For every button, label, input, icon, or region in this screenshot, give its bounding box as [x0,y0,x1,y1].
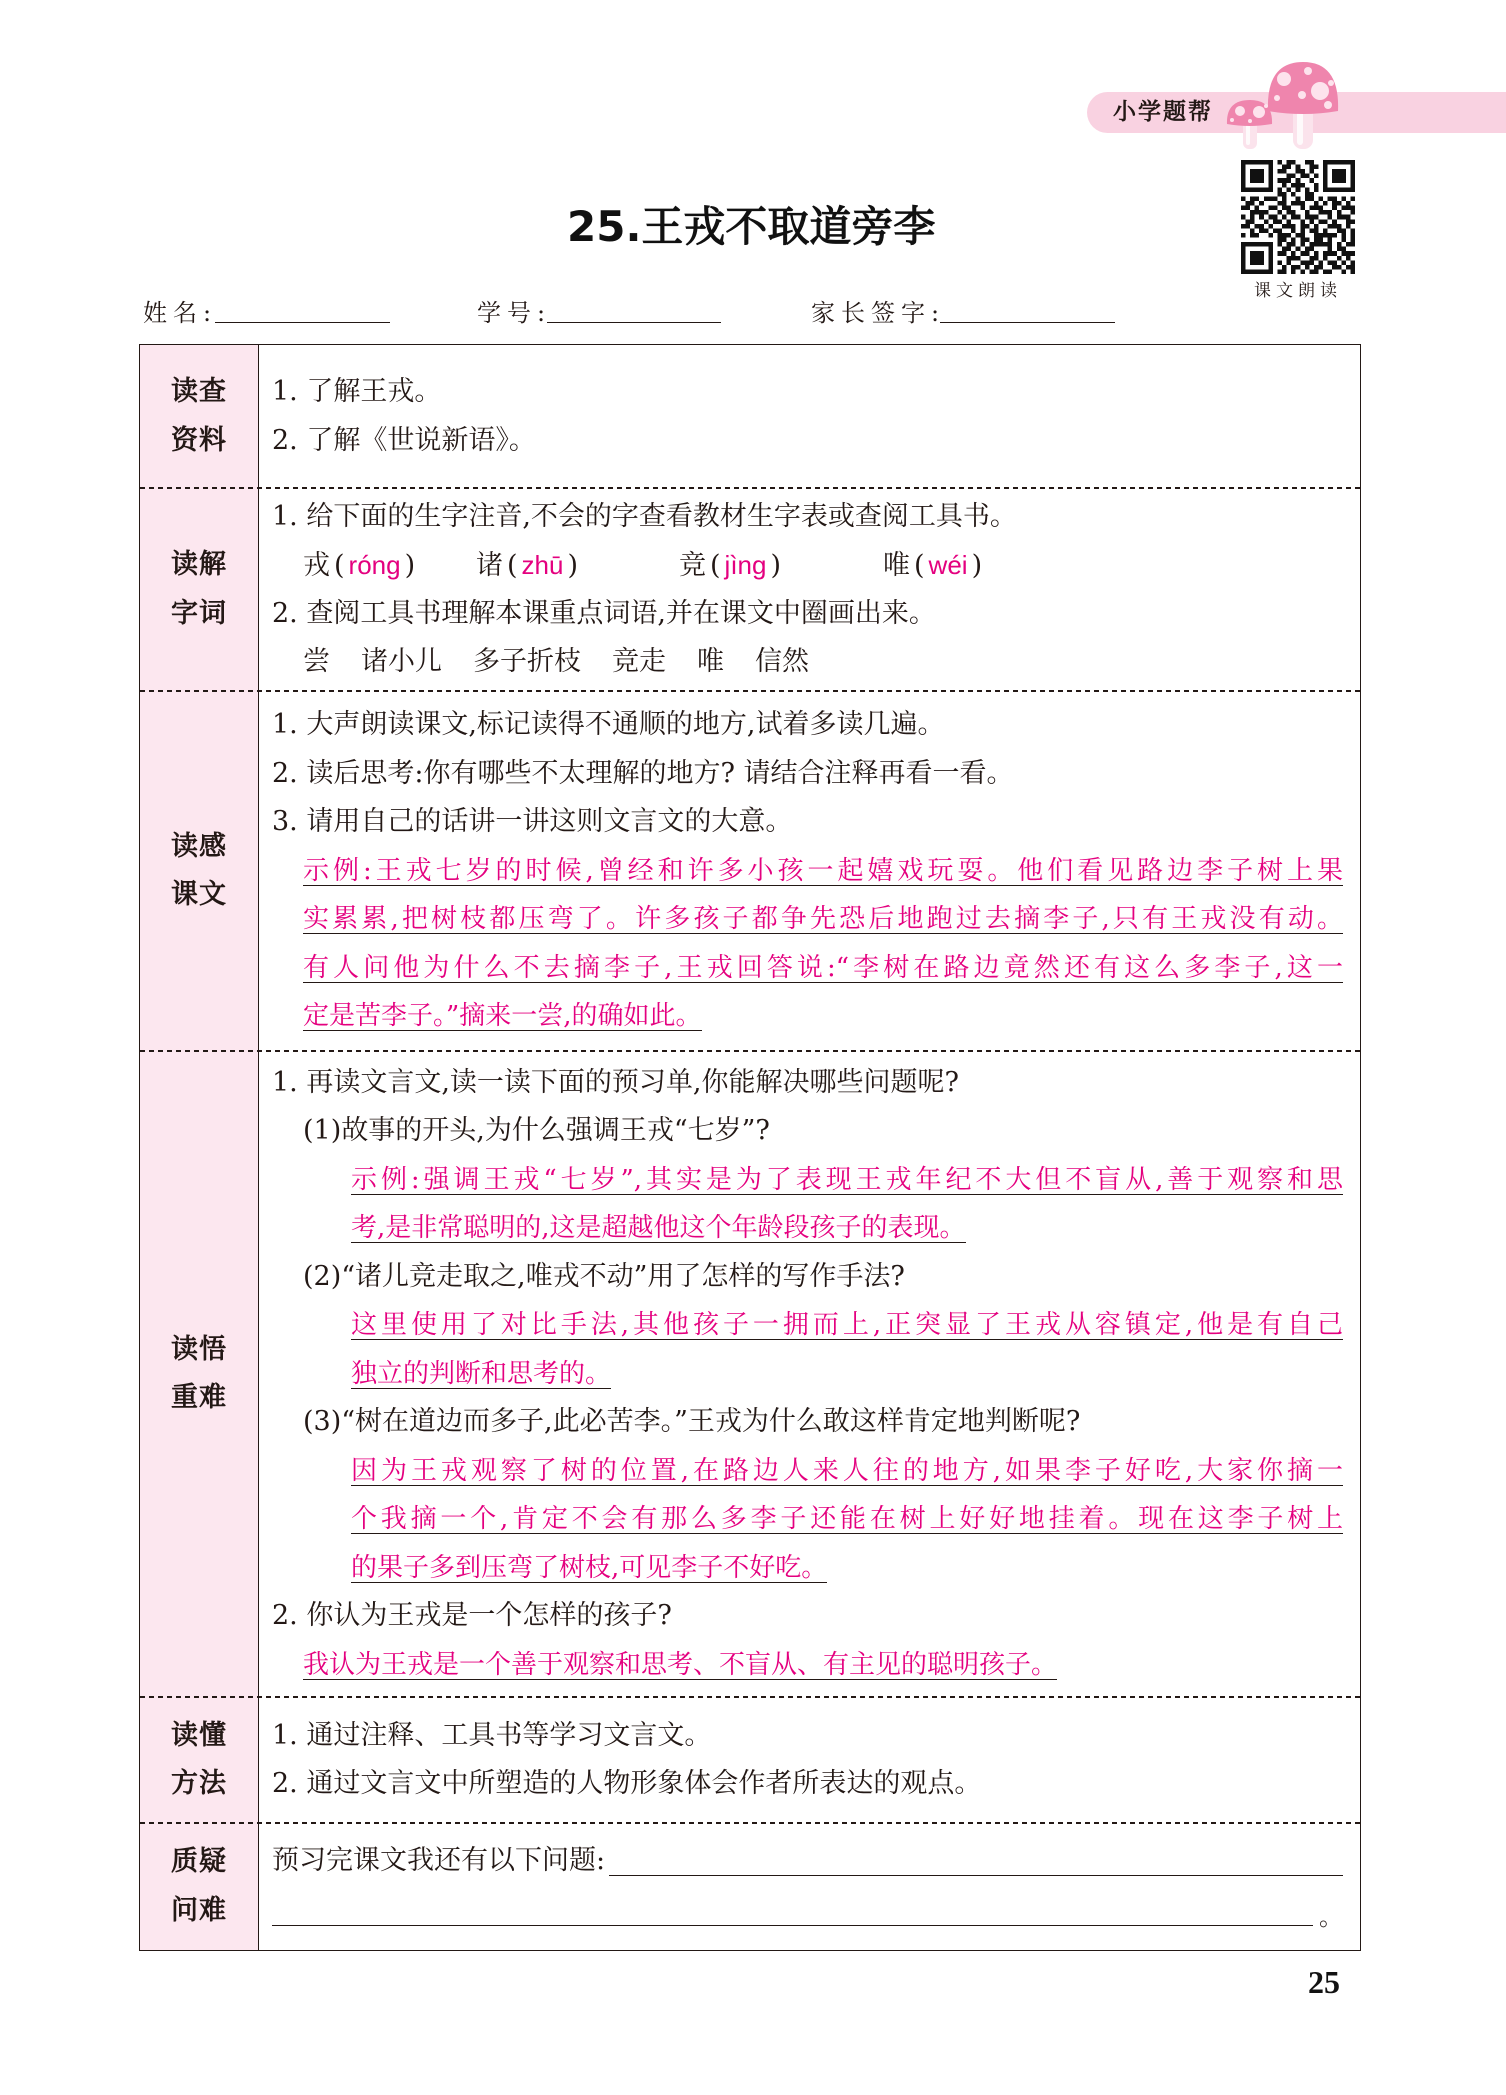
answer-line [272,1641,1343,1690]
section-read-words [140,488,1360,691]
pinyin-row [272,541,1343,590]
section-label-top: 读懂 [171,1719,227,1751]
section-label-top: 读感 [171,830,227,862]
answer-text: 我认为王戎是一个善于观察和思考、不盲从、有主见的聪明孩子。 [303,1649,1058,1680]
section-content [259,1697,1360,1823]
key-word: 竞走 [612,646,666,677]
answer-text: 这里使用了对比手法,其他孩子一拥而上,正突显了王戎从容镇定,他是有自己 [351,1310,1343,1340]
answer-line [272,944,1343,993]
section-content [259,345,1360,488]
question-blank-line [272,1887,1343,1937]
section-read-text [140,691,1360,1051]
answer-text: 独立的判断和思考的。 [351,1358,612,1389]
key-word: 唯 [697,646,724,677]
end-mark: 。 [1319,1902,1343,1931]
section-read-research [140,345,1360,488]
answer-text: 因为王戎观察了树的位置,在路边人来人往的地方,如果李子好吃,大家你摘一 [351,1455,1343,1486]
sub-question: (1)故事的开头,为什么强调王戎“七岁”? [303,1115,770,1147]
sub-question: (3)“树在道边而多子,此必苦李。”王戎为什么敢这样肯定地判断呢? [303,1406,1081,1438]
hanzi: 唯 [883,550,910,581]
section-label-bottom: 课文 [171,879,227,910]
section-label [140,488,259,691]
task-item: 2. 通过文言文中所塑造的人物形象体会作者所表达的观点。 [272,1768,982,1799]
answer-line [272,1447,1343,1496]
pinyin-answer: wéi [928,550,968,580]
paren-close: ) [971,550,983,581]
paren-open: ( [334,550,345,581]
answer-text: 考,是非常聪明的,这是超越他这个年龄段孩子的表现。 [351,1213,966,1243]
task-item: 1. 大声朗读课文,标记读得不通顺的地方,试着多读几遍。 [272,709,945,741]
preview-worksheet-table [139,344,1361,1951]
section-label [140,1697,259,1823]
section-label-bottom: 问难 [171,1894,227,1926]
student-number-blank [547,322,721,323]
question-prompt-line [272,1837,1343,1887]
name-label: 姓名: [143,299,218,327]
pinyin-item [883,541,986,591]
pinyin-answer: zhū [521,550,564,580]
section-label [140,1823,259,1950]
pinyin-item [679,541,785,591]
answer-line [272,895,1343,944]
pinyin-answer: jìng [724,550,767,580]
task-item: 2. 你认为王戎是一个怎样的孩子? [272,1600,672,1632]
mushroom-icon [1220,55,1345,150]
answer-text: 个我摘一个,肯定不会有那么多李子还能在树上好好地挂着。现在这李子树上 [351,1504,1343,1534]
section-label [140,1051,259,1697]
section-content [259,1823,1360,1950]
answer-text: 有人问他为什么不去摘李子,王戎回答说:“李树在路边竟然还有这么多李子,这一 [303,952,1343,983]
key-word: 尝 [303,646,330,677]
section-read-methods [140,1697,1360,1823]
paren-open: ( [710,550,721,581]
section-label [140,345,259,488]
answer-text: 定是苦李子。”摘来一尝,的确如此。 [303,1001,702,1031]
section-content [259,488,1360,691]
page-number: 25 [1308,1964,1340,2000]
answer-line [272,1204,1343,1253]
parent-signature-blank [940,322,1115,323]
task-item: 3. 请用自己的话讲一讲这则文言文的大意。 [272,806,793,838]
question-blank [272,1897,1313,1926]
paren-open: ( [507,550,518,581]
section-label-bottom: 字词 [171,597,227,629]
key-word: 信然 [755,646,809,677]
task-item: 1. 再读文言文,读一读下面的预习单,你能解决哪些问题呢? [272,1066,959,1098]
answer-text: 的果子多到压弯了树枝,可见李子不好吃。 [351,1552,828,1583]
paren-open: ( [914,550,925,581]
section-read-key-points [140,1051,1360,1697]
task-item: 2. 查阅工具书理解本课重点词语,并在课文中圈画出来。 [272,597,936,629]
section-label-bottom: 重难 [171,1382,227,1413]
page-title: 25.王戎不取道旁李 [567,202,936,251]
answer-line [272,847,1343,896]
section-label-top: 读解 [171,549,227,580]
paren-close: ) [404,550,416,581]
answer-line [272,1350,1343,1399]
answer-line [272,992,1343,1041]
task-item: 1. 通过注释、工具书等学习文言文。 [272,1719,712,1751]
section-label [140,691,259,1051]
section-label-top: 读查 [171,376,227,407]
paren-close: ) [567,550,579,581]
answer-line [272,1495,1343,1544]
key-word: 多子折枝 [473,646,581,677]
task-item: 1. 了解王戎。 [272,376,442,407]
pinyin-answer: róng [348,550,401,580]
section-label-bottom: 方法 [171,1768,227,1799]
section-questions [140,1823,1360,1950]
answer-line [272,1544,1343,1593]
section-label-top: 质疑 [171,1846,227,1877]
qr-caption: 课文朗读 [1254,281,1342,301]
pinyin-item [303,541,419,591]
parent-signature-label: 家长签字: [811,299,946,327]
key-word: 诸小儿 [361,646,442,677]
section-content [259,691,1360,1051]
qr-code [1241,160,1355,274]
paren-close: ) [770,550,782,581]
answer-line [272,1301,1343,1350]
question-blank [609,1847,1343,1876]
task-item: 2. 了解《世说新语》。 [272,424,536,456]
answer-line [272,1156,1343,1205]
name-blank [215,322,390,323]
hanzi: 戎 [303,550,330,581]
sub-question: (2)“诸儿竞走取之,唯戎不动”用了怎样的写作手法? [303,1260,905,1292]
answer-text: 示例:强调王戎“七岁”,其实是为了表现王戎年纪不大但不盲从,善于观察和思 [351,1164,1343,1195]
brand-label: 小学题帮 [1113,99,1213,125]
answer-text: 示例:王戎七岁的时候,曾经和许多小孩一起嬉戏玩耍。他们看见路边李子树上果 [303,855,1343,886]
section-label-bottom: 资料 [171,424,227,456]
pinyin-item [476,541,582,591]
key-words-row [272,638,1343,687]
student-number-label: 学号: [477,299,552,327]
hanzi: 竞 [679,550,706,581]
section-content [259,1051,1360,1697]
task-item: 1. 给下面的生字注音,不会的字查看教材生字表或查阅工具书。 [272,500,1017,532]
question-prompt: 预习完课文我还有以下问题: [272,1845,606,1877]
answer-text: 实累累,把树枝都压弯了。许多孩子都争先恐后地跑过去摘李子,只有王戎没有动。 [303,904,1343,934]
section-label-top: 读悟 [171,1333,227,1365]
task-item: 2. 读后思考:你有哪些不太理解的地方? 请结合注释再看一看。 [272,757,1014,789]
hanzi: 诸 [476,550,503,581]
